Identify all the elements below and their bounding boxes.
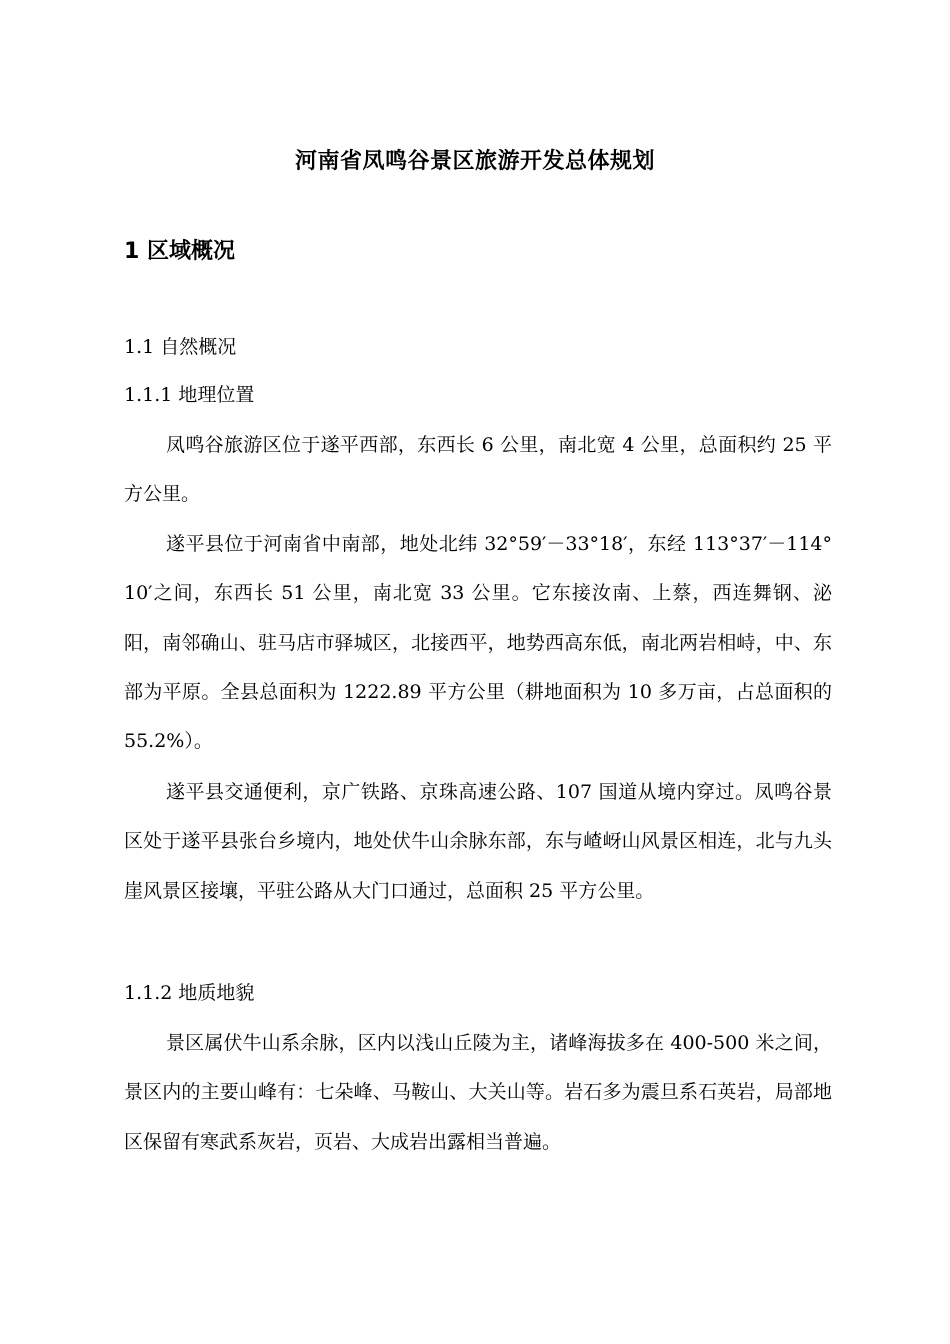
paragraph-location-overview: 凤鸣谷旅游区位于遂平西部，东西长 6 公里，南北宽 4 公里，总面积约 25 平方公里。 — [124, 434, 832, 506]
subsection-heading-1-1-1: 1.1.1 地理位置 — [124, 384, 255, 406]
paragraph-geology: 景区属伏牛山系余脉，区内以浅山丘陵为主，诸峰海拔多在 400-500 米之间，景区内的主要山峰有：七朵峰、马鞍山、大关山等。岩石多为震旦系石英岩，局部地区保留有寒武系灰岩，页岩、大成岩出露相当普遍。 — [124, 1032, 832, 1153]
paragraph-transportation: 遂平县交通便利，京广铁路、京珠高速公路、107 国道从境内穿过。凤鸣谷景区处于遂平县张台乡境内，地处伏牛山余脉东部，东与嵖岈山风景区相连，北与九头崖风景区接壤，平驻公路从大门口通过，总面积 25 平方公里。 — [124, 781, 832, 902]
subsection-heading-1-1: 1.1 自然概况 — [124, 336, 237, 358]
subsection-heading-1-1-2: 1.1.2 地质地貌 — [124, 982, 255, 1004]
section-heading-1: 1 区域概况 — [124, 239, 235, 264]
document-title: 河南省凤鸣谷景区旅游开发总体规划 — [294, 149, 655, 174]
paragraph-county-geography: 遂平县位于河南省中南部，地处北纬 32°59′－33°18′，东经 113°37′－114°10′之间，东西长 51 公里，南北宽 33 公里。它东接汝南、上蔡，西连舞钢、泌阳，南邻确山、驻马店市驿城区，北接西平，地势西高东低，南北两岩相峙，中、东部为平原。全县总面积为 1222.89 平方公里（耕地面积为 10 多万亩，占总面积的 55.2%）。 — [124, 533, 832, 753]
